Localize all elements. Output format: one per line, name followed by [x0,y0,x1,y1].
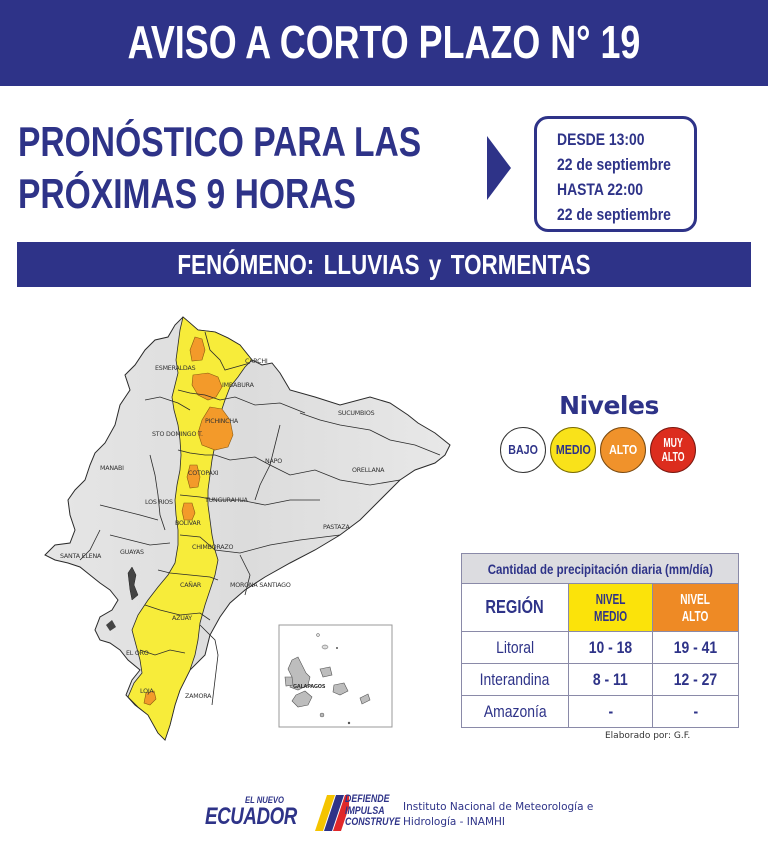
label-pastaza: PASTAZA [323,524,350,531]
label-santa-elena: SANTA ELENA [60,553,102,560]
label-imbabura: IMBABURA [222,382,254,389]
label-chimborazo: CHIMBORAZO [192,544,234,551]
phenomenon-text: FENÓMENO: LLUVIAS y TORMENTAS [177,249,591,280]
headline-line-2: PRÓXIMAS 9 HORAS [18,170,356,217]
label-zamora: ZAMORA [185,693,212,700]
credit-text: Elaborado por: G.F. [605,731,691,741]
header-region: REGIÓN [462,584,569,632]
logo-ecuador: ECUADOR [205,803,297,830]
to-date: 22 de septiembre [557,205,671,224]
arrow-right-icon [487,136,511,200]
label-tungurahua: TUNGURAHUA [205,497,248,504]
ecuador-map [40,305,460,750]
label-el-oro: EL ORO [126,650,149,657]
logo-el-nuevo: EL NUEVO [245,795,284,805]
validity-box [534,116,697,232]
label-azuay: AZUAY [172,615,192,622]
legend-title: Niveles [559,391,659,420]
from-date: 22 de septiembre [557,155,671,174]
from-label: DESDE 13:00 [557,130,645,149]
logo-slogan: DEFIENDE IMPULSA CONSTRUYE [345,793,401,828]
label-sto-domingo: STO DOMINGO T. [152,431,203,438]
level-medio-badge: MEDIO [550,427,596,473]
label-galapagos: GALAPAGOS [293,684,326,690]
label-esmeraldas: ESMERALDAS [155,365,196,372]
label-sucumbios: SUCUMBIOS [338,410,375,417]
label-pichincha: PICHINCHA [205,418,238,425]
table-caption: Cantidad de precipitación diaria (mm/día) [462,554,739,584]
label-bolivar: BOLIVAR [175,520,201,527]
level-alto-badge: ALTO [600,427,646,473]
headline-line-1: PRONÓSTICO PARA LAS [18,118,422,165]
table-row: Litoral 10 - 18 19 - 41 [462,632,739,664]
alto-zone-bolivar [182,503,195,520]
label-canar: CAÑAR [180,582,202,589]
label-guayas: GUAYAS [120,549,144,556]
label-orellana: ORELLANA [352,467,385,474]
flag-stripes-icon [309,795,349,831]
label-manabi: MANABI [100,465,124,472]
level-muy-alto-badge: MUY ALTO [650,427,696,473]
label-loja: LOJA [140,688,154,695]
precipitation-table [461,553,739,728]
label-napo: NAPO [265,458,282,465]
galapagos-inset [279,625,392,727]
footer [205,793,665,833]
page-title: AVISO A CORTO PLAZO N° 19 [127,16,641,68]
phenomenon-bar [17,242,751,287]
level-bajo-badge: BAJO [500,427,546,473]
header-nivel-alto: NIVEL ALTO [653,584,739,632]
label-morona-santiago: MORONA SANTIAGO [230,582,291,589]
levels-legend [497,390,707,475]
label-carchi: CARCHI [245,358,268,365]
header-nivel-medio: NIVEL MEDIO [569,584,653,632]
table-row: Interandina 8 - 11 12 - 27 [462,664,739,696]
table-row: Amazonía - - [462,696,739,728]
label-cotopaxi: COTOPAXI [188,470,219,477]
header-bar [0,0,768,86]
forecast-headline [18,116,478,220]
to-label: HASTA 22:00 [557,180,643,199]
label-los-rios: LOS RIOS [145,499,173,506]
institute-name: Instituto Nacional de Meteorología e Hidrología - INAMHI [403,801,594,828]
